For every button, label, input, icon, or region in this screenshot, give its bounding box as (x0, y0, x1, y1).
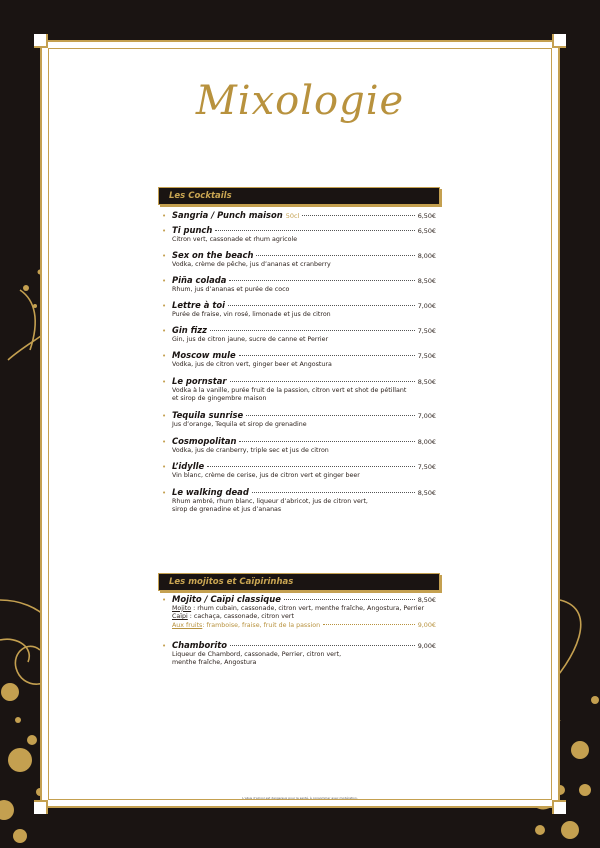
item-price: 8,50€ (417, 378, 436, 386)
caipi-label: Caïpi (172, 613, 188, 620)
menu-item (162, 251, 436, 269)
bullet-icon: • (162, 378, 167, 386)
item-price: 8,00€ (417, 438, 436, 446)
item-name: Lettre à toi (172, 300, 225, 310)
menu-item (162, 301, 436, 319)
item-price: 8,50€ (417, 489, 436, 497)
menu-item-chamborito (162, 641, 436, 667)
item-price: 7,50€ (417, 352, 436, 360)
mojito-label: Mojito (172, 604, 192, 612)
menu-item (162, 488, 436, 514)
menu-item (162, 351, 436, 369)
section-header-mojitos: Les mojitos et Caïpirinhas (158, 573, 440, 591)
item-name: Cosmopolitan (172, 436, 237, 446)
item-price: 8,50€ (417, 277, 436, 285)
item-description: et sirop de gingembre maison (172, 395, 267, 402)
menu-item (162, 437, 436, 455)
bullet-icon: • (162, 212, 167, 220)
bullet-icon: • (162, 412, 167, 420)
fruits-label: Aux fruits (172, 622, 203, 630)
item-price: 7,50€ (417, 463, 436, 471)
menu-item (162, 326, 436, 344)
bullet-icon: • (162, 252, 167, 260)
bullet-icon: • (162, 327, 167, 335)
item-name: Sex on the beach (172, 250, 254, 260)
item-description: Vodka, jus de citron vert, ginger beer et Angostura (172, 360, 332, 368)
footnote: L’abus d’alcool est dangereux pour la santé, à consommer avec modération. (242, 796, 358, 800)
item-description: Jus d’orange, Tequila et sirop de grenadine (172, 420, 307, 428)
menu-item (162, 462, 436, 480)
item-name: Sangria / Punch maison (172, 210, 283, 220)
bullet-icon: • (162, 463, 167, 471)
fruits-price: 9,00€ (417, 621, 436, 630)
item-name: Tequila sunrise (172, 410, 244, 420)
item-description: Citron vert, cassonade et rhum agricole (172, 235, 298, 243)
bullet-icon: • (162, 227, 167, 235)
item-price: 8,00€ (417, 252, 436, 260)
item-price: 7,00€ (417, 412, 436, 420)
item-name: Ti punch (172, 225, 213, 235)
bullet-icon: • (162, 489, 167, 497)
item-description: Rhum ambré, rhum blanc, liqueur d’abricot, jus de citron vert, (172, 497, 368, 505)
item-price: 8,50€ (417, 596, 436, 604)
menu-item (162, 211, 436, 221)
bullet-icon: • (162, 596, 167, 604)
item-price: 6,50€ (417, 212, 436, 220)
bullet-icon: • (162, 438, 167, 446)
menu-item (162, 411, 436, 429)
item-description: Purée de fraise, vin rosé, limonade et jus de citron (172, 310, 331, 318)
item-name: Piña colada (172, 275, 227, 285)
item-price: 7,50€ (417, 327, 436, 335)
item-price: 9,00€ (417, 642, 436, 650)
item-name: Mojito / Caïpi classique (172, 594, 281, 604)
item-description: Rhum, jus d’ananas et purée de coco (172, 285, 290, 293)
item-description: Vodka à la vanille, purée fruit de la passion, citron vert et shot de pétillant (172, 386, 407, 394)
item-name: Le pornstar (172, 376, 227, 386)
mojito-description: : rhum cubain, cassonade, citron vert, menthe fraîche, Angostura, Perrier (191, 604, 425, 612)
bullet-icon: • (162, 352, 167, 360)
bullet-icon: • (162, 642, 167, 650)
item-name: Chamborito (172, 640, 227, 650)
item-description: Vodka, jus de cranberry, triple sec et jus de citron (172, 446, 329, 454)
item-name: L’idylle (172, 461, 205, 471)
item-name: Moscow mule (172, 350, 236, 360)
item-description: Liqueur de Chambord, cassonade, Perrier, citron vert, (172, 650, 342, 658)
item-volume: 50cl (285, 212, 300, 220)
menu-item (162, 377, 436, 403)
item-name: Le walking dead (172, 487, 249, 497)
menu-item-mojito (162, 595, 436, 631)
page-title: Mixologie (195, 78, 405, 124)
bullet-icon: • (162, 302, 167, 310)
item-price: 7,00€ (417, 302, 436, 310)
item-description: Gin, jus de citron jaune, sucre de canne et Perrier (172, 335, 329, 343)
fruits-description: : framboise, fraise, fruit de la passion (202, 622, 321, 630)
bullet-icon: • (162, 277, 167, 285)
item-description: menthe fraîche, Angostura (172, 659, 257, 666)
item-price: 6,50€ (417, 227, 436, 235)
caipi-description: : cachaça, cassonade, citron vert (187, 613, 294, 620)
menu-item (162, 276, 436, 294)
section-header-cocktails: Les Cocktails (158, 187, 440, 205)
item-description: sirop de grenadine et jus d’ananas (172, 506, 282, 513)
item-description: Vodka, crème de pêche, jus d’ananas et cranberry (172, 260, 331, 268)
menu-item (162, 226, 436, 244)
item-name: Gin fizz (172, 325, 207, 335)
item-description: Vin blanc, crème de cerise, jus de citron vert et ginger beer (172, 471, 360, 479)
